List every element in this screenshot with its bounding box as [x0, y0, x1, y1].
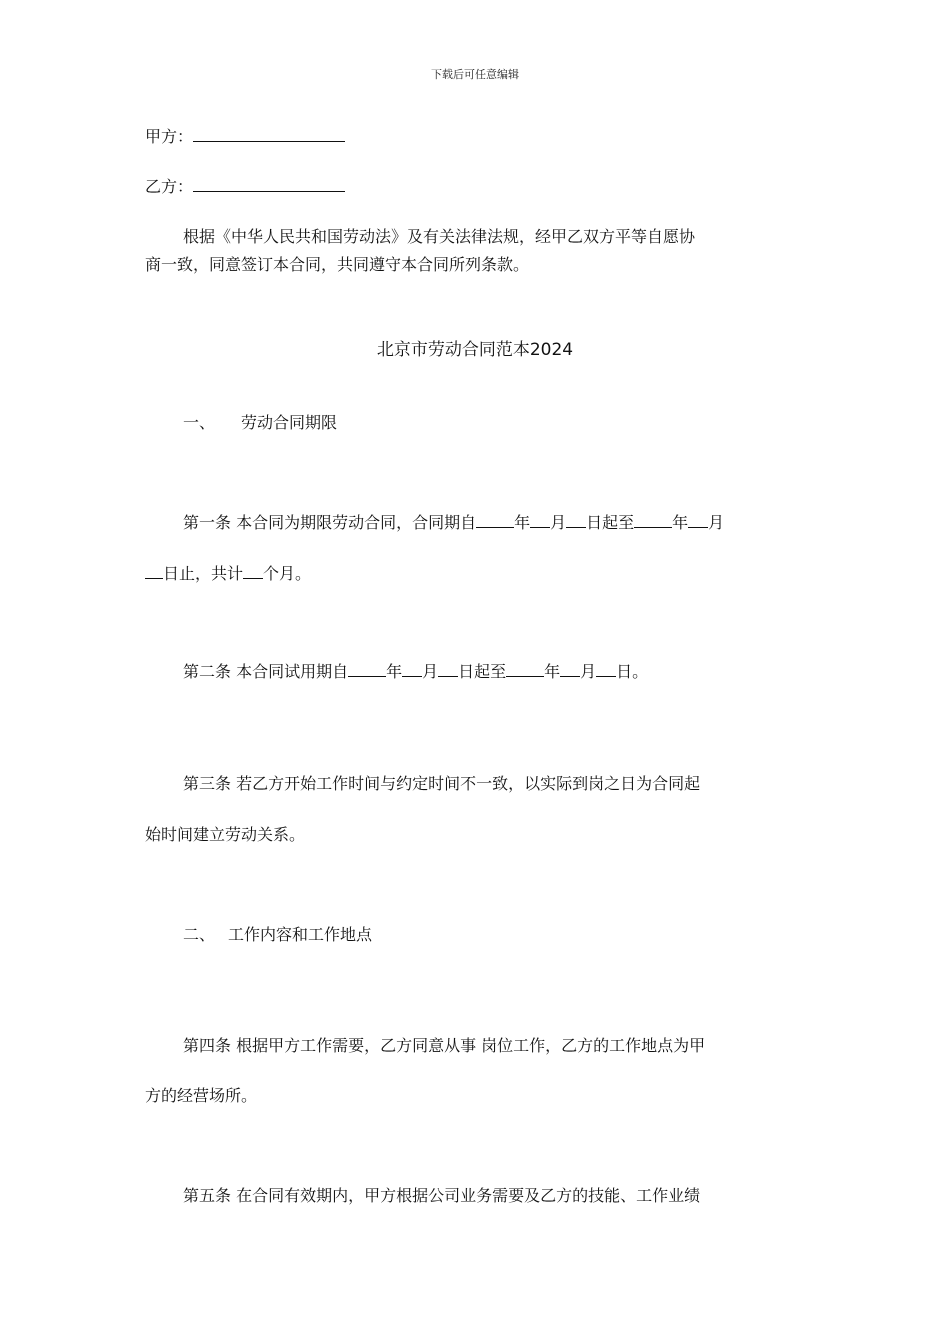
- article-1-line-2: [145, 563, 311, 585]
- article-1-months-label: 个月。: [263, 564, 312, 583]
- article-2-to-label: 日起至: [458, 662, 507, 681]
- article-2-end-month-label: 月: [580, 662, 597, 681]
- article-2-line: [183, 661, 648, 683]
- end-month-blank[interactable]: [688, 512, 708, 528]
- article-2-year-label: 年: [386, 662, 403, 681]
- start-day-blank[interactable]: [566, 512, 586, 528]
- article-2-end-year-label: 年: [544, 662, 561, 681]
- section-2-heading: [183, 924, 372, 946]
- article-1-line-1: [183, 512, 724, 534]
- party-b-label: 乙方：: [145, 177, 194, 196]
- party-a-label: 甲方：: [145, 127, 194, 146]
- party-b-blank[interactable]: [193, 176, 345, 192]
- probation-start-month-blank[interactable]: [402, 661, 422, 677]
- end-year-blank[interactable]: [634, 512, 672, 528]
- article-1-year-label: 年: [514, 513, 531, 532]
- article-3-line-2: 始时间建立劳动关系。: [145, 825, 306, 844]
- start-year-blank[interactable]: [476, 512, 514, 528]
- section-2-number: 二、: [183, 925, 216, 944]
- article-2-month-label: 月: [422, 662, 439, 681]
- document-title: 北京市劳动合同范本2024: [376, 340, 574, 360]
- party-b-line: [145, 176, 345, 198]
- total-months-blank[interactable]: [243, 563, 263, 579]
- probation-end-month-blank[interactable]: [560, 661, 580, 677]
- probation-start-year-blank[interactable]: [348, 661, 386, 677]
- article-4-line-1: 第四条 根据甲方工作需要，乙方同意从事 岗位工作，乙方的工作地点为甲: [183, 1036, 706, 1055]
- probation-end-day-blank[interactable]: [596, 661, 616, 677]
- page-header-note: 下载后可任意编辑: [431, 68, 519, 81]
- end-day-blank[interactable]: [145, 563, 163, 579]
- section-1-number: 一、: [183, 413, 216, 432]
- article-1-total-label: 日止，共计: [163, 564, 244, 583]
- article-5-line-1: 第五条 在合同有效期内，甲方根据公司业务需要及乙方的技能、工作业绩: [183, 1186, 701, 1205]
- article-1-month-label: 月: [550, 513, 567, 532]
- article-2-end-day-label: 日。: [616, 662, 649, 681]
- intro-line-2: 商一致，同意签订本合同，共同遵守本合同所列条款。: [145, 255, 530, 274]
- article-2-text-a: 第二条 本合同试用期自: [183, 662, 349, 681]
- article-1-to-label: 日起至: [586, 513, 635, 532]
- start-month-blank[interactable]: [530, 512, 550, 528]
- probation-start-day-blank[interactable]: [438, 661, 458, 677]
- party-a-line: [145, 126, 345, 148]
- intro-line-1: 根据《中华人民共和国劳动法》及有关法律法规，经甲乙双方平等自愿协: [183, 227, 696, 246]
- probation-end-year-blank[interactable]: [506, 661, 544, 677]
- article-4-line-2: 方的经营场所。: [145, 1086, 258, 1105]
- party-a-blank[interactable]: [193, 126, 345, 142]
- article-1-text-a: 第一条 本合同为期限劳动合同，合同期自: [183, 513, 477, 532]
- section-2-title: 工作内容和工作地点: [228, 925, 373, 944]
- article-3-line-1: 第三条 若乙方开始工作时间与约定时间不一致，以实际到岗之日为合同起: [183, 774, 701, 793]
- article-1-end-month-label: 月: [708, 513, 725, 532]
- article-1-end-year-label: 年: [672, 513, 689, 532]
- section-1-heading: [183, 412, 337, 434]
- section-1-title: 劳动合同期限: [241, 413, 338, 432]
